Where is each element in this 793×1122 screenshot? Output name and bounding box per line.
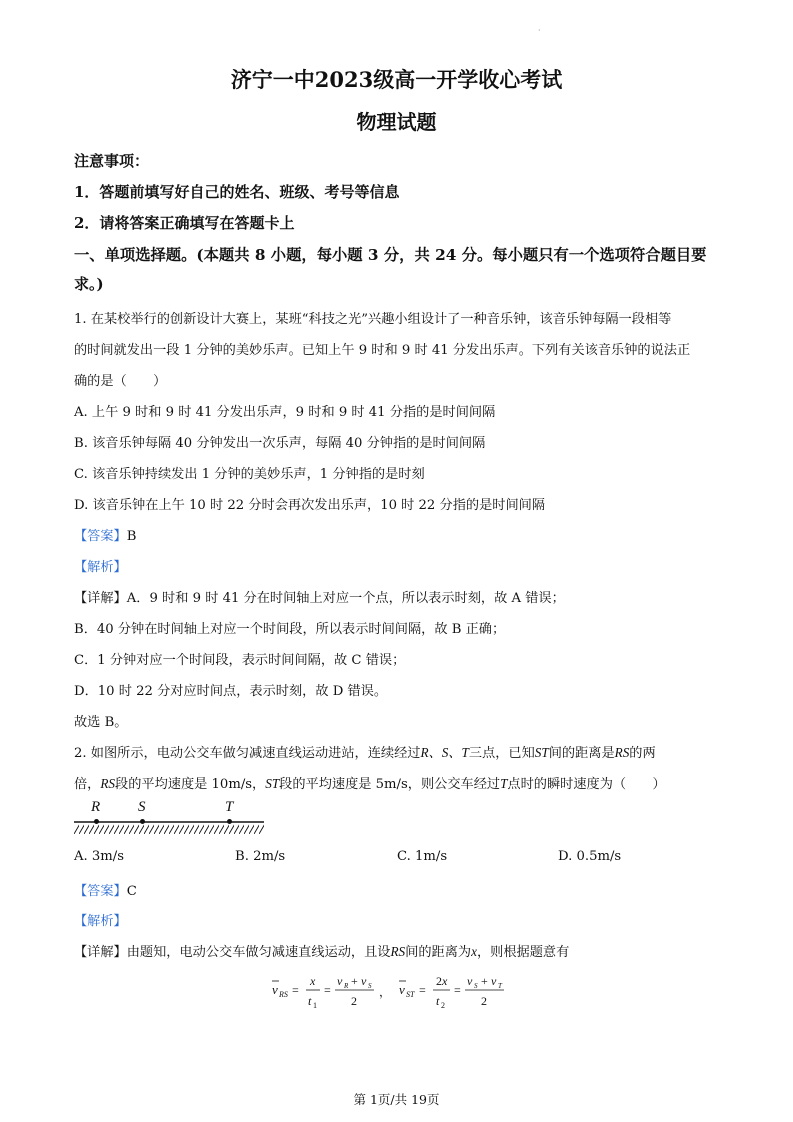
svg-text:2: 2: [441, 1001, 445, 1010]
svg-text:+: +: [351, 974, 358, 988]
q2-detail-1: [74, 941, 569, 960]
svg-text:v: v: [361, 974, 367, 988]
q2-symbol-t: T: [500, 776, 508, 791]
label-s: S: [138, 799, 146, 815]
answer-value: B: [126, 529, 137, 544]
page-footer: 第 1页/共 19页: [353, 1092, 440, 1107]
q2-option-b: B. 2m/s: [235, 849, 286, 864]
q1-stem-line-1: 1. 在某校举行的创新设计大赛上，某班“科技之光”兴趣小组设计了一种音乐钟，该音乐钟每隔一段相等: [74, 312, 672, 327]
svg-text:=: =: [419, 983, 426, 997]
point-s: [140, 819, 145, 824]
q1-analysis-tag: 【解析】: [74, 560, 127, 575]
q1-option-c: C. 该音乐钟持续发出 1 分钟的美妙乐声，1 分钟指的是时刻: [74, 467, 425, 482]
section-heading-line-1: 一、单项选择题。(本题共 8 小题，每小题 3 分，共 24 分。每小题只有一个选项符合题目要: [74, 246, 707, 264]
svg-text:T: T: [498, 982, 502, 990]
label-r: R: [91, 799, 101, 815]
detail-text: 间的距离为: [405, 945, 472, 960]
q2-option-c: C. 1m/s: [397, 849, 448, 864]
top-dot: ·: [538, 26, 541, 35]
svg-text:t: t: [436, 994, 440, 1008]
q1-conclusion: 故选 B。: [74, 715, 128, 730]
q2-stem-text: 倍，: [74, 777, 101, 792]
detail-tag: 【详解】: [74, 945, 127, 960]
svg-text:，: ，: [379, 985, 392, 999]
q1-answer: [74, 525, 136, 544]
q1-option-d: D. 该音乐钟在上午 10 时 22 分时会再次发出乐声，10 时 22 分指的是时间间隔: [74, 498, 546, 513]
svg-text:=: =: [292, 983, 299, 997]
svg-text:2: 2: [481, 994, 487, 1008]
q1-detail-4: D．10 时 22 分对应时间点，表示时刻，故 D 错误。: [74, 684, 388, 699]
q1-stem-line-2: 的时间就发出一段 1 分钟的美妙乐声。已知上午 9 时和 9 时 41 分发出乐声。下列有关该音乐钟的说法正: [74, 343, 691, 358]
q2-symbol-st: ST: [534, 745, 549, 760]
answer-tag: 【答案】: [74, 884, 127, 899]
q2-stem-line-1: [74, 742, 656, 761]
svg-text:v: v: [399, 982, 405, 997]
q2-stem-text: 的两: [629, 746, 656, 761]
detail-text: A．9 时和 9 时 41 分在时间轴上对应一个点，所以表示时刻，故 A 错误；: [126, 591, 565, 606]
q1-stem-line-3: 确的是（ ）: [74, 374, 167, 389]
svg-text:1: 1: [313, 1001, 317, 1010]
svg-text:v: v: [491, 974, 497, 988]
answer-value: C: [126, 884, 137, 899]
svg-text:t: t: [308, 994, 312, 1008]
q2-symbol-x: x: [471, 944, 477, 959]
svg-text:x: x: [310, 974, 316, 988]
road-hatch: [74, 821, 264, 834]
q2-symbol-rs: RS: [614, 745, 630, 760]
q2-stem-text: 2. 如图所示，电动公交车做匀减速直线运动进站，连续经过: [74, 746, 421, 761]
notes-item-2: 2．请将答案正确填写在答题卡上: [74, 214, 295, 232]
point-r: [94, 819, 99, 824]
q2-option-d: D. 0.5m/s: [558, 849, 622, 864]
q1-detail-3: C．1 分钟对应一个时间段，表示时间间隔，故 C 错误；: [74, 653, 406, 668]
q1-option-a: A. 上午 9 时和 9 时 41 分发出乐声，9 时和 9 时 41 分指的是时间间隔: [74, 405, 496, 420]
detail-text: 由题知，电动公交车做匀减速直线运动，且设: [126, 945, 391, 960]
svg-text:S: S: [368, 982, 372, 990]
svg-text:S: S: [474, 982, 478, 990]
q2-stem-text: 点时的瞬时速度为（ ）: [507, 777, 666, 792]
svg-text:2: 2: [436, 974, 442, 988]
q2-option-a: A. 3m/s: [74, 849, 125, 864]
notes-heading: 注意事项：: [74, 152, 150, 170]
q2-symbol-st: ST: [265, 776, 280, 791]
q1-option-b: B. 该音乐钟每隔 40 分钟发出一次乐声，每隔 40 分钟指的是时间间隔: [74, 436, 486, 451]
detail-text: ，则根据题意有: [476, 945, 570, 960]
q2-stem-line-2: [74, 773, 666, 792]
svg-text:v: v: [337, 974, 343, 988]
q1-detail-2: B．40 分钟在时间轴上对应一个时间段，所以表示时间间隔，故 B 正确；: [74, 622, 506, 637]
svg-text:=: =: [324, 983, 331, 997]
q2-formula: [270, 968, 530, 1014]
q2-symbol-rs: RS: [390, 944, 406, 959]
svg-text:v: v: [467, 974, 473, 988]
svg-text:2: 2: [351, 994, 357, 1008]
q2-symbol-rs: RS: [100, 776, 116, 791]
q2-stem-text: 间的距离是: [548, 746, 615, 761]
q2-symbol-rst: R、S、T: [420, 745, 469, 760]
q1-detail-1: [74, 587, 565, 606]
q2-answer: [74, 880, 137, 899]
q2-stem-text: 三点，已知: [468, 746, 535, 761]
q2-stem-text: 段的平均速度是 10m/s，: [115, 777, 266, 792]
label-t: T: [225, 799, 234, 815]
svg-text:x: x: [442, 974, 448, 988]
svg-text:RS: RS: [279, 990, 288, 999]
point-t: [227, 819, 232, 824]
svg-text:=: =: [454, 983, 461, 997]
answer-tag: 【答案】: [74, 529, 127, 544]
exam-title: 济宁一中2023级高一开学收心考试: [230, 67, 563, 92]
detail-tag: 【详解】: [74, 591, 127, 606]
q2-analysis-tag: 【解析】: [74, 914, 127, 929]
q2-stem-text: 段的平均速度是 5m/s，则公交车经过: [279, 777, 501, 792]
svg-text:R: R: [344, 982, 349, 990]
svg-text:v: v: [272, 982, 278, 997]
section-heading-line-2: 求。): [74, 275, 104, 293]
notes-item-1: 1．答题前填写好自己的姓名、班级、考号等信息: [74, 183, 400, 201]
svg-text:+: +: [481, 974, 488, 988]
exam-subtitle: 物理试题: [356, 110, 437, 134]
svg-text:ST: ST: [406, 990, 415, 999]
